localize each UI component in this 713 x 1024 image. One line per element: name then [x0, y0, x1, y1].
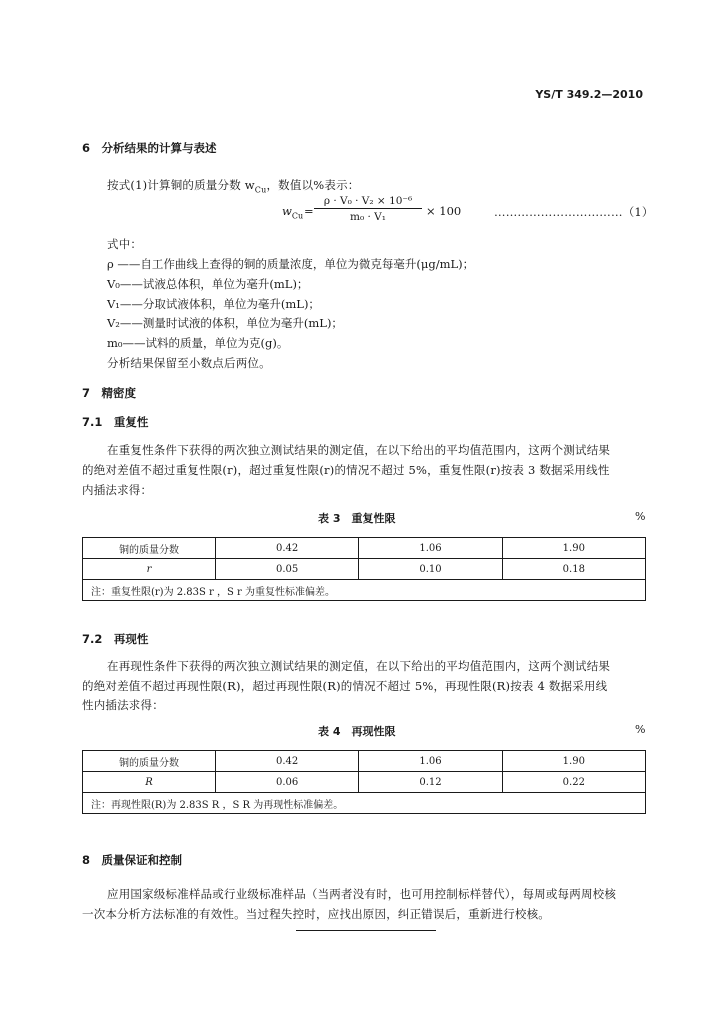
section-7-1-heading: 7.1 重复性: [82, 415, 149, 429]
variable-definition: V₀——试液总体积，单位为毫升(mL)；: [107, 277, 309, 291]
paragraph-line: 应用国家级标准样品或行业级标准样品（当两者没有时，也可用控制标样替代），每周或每两周校核: [107, 887, 617, 901]
paragraph-line: 的绝对差值不超过重复性限(r)，超过重复性限(r)的情况不超过 5%，重复性限(r)按表 3 数据采用线性: [82, 463, 610, 477]
table-cell: 1.06: [359, 751, 502, 772]
variable-definition: ρ ——自工作曲线上查得的铜的质量浓度，单位为微克每毫升(μg/mL)；: [107, 257, 475, 271]
section-8-heading: 8 质量保证和控制: [82, 853, 183, 867]
paragraph-line: 性内插法求得：: [82, 698, 164, 712]
table-row: [83, 538, 646, 559]
table-4-title: 表 4 再现性限: [318, 725, 396, 738]
calc-intro-subscript: Cu: [254, 185, 267, 195]
table-cell: 1.06: [359, 538, 502, 559]
table-cell: 1.90: [502, 538, 645, 559]
calc-intro-tail: ，数值以%表示：: [266, 178, 360, 192]
paragraph-line: 在重复性条件下获得的两次独立测试结果的测定值，在以下给出的平均值范围内，这两个测试结果: [107, 443, 611, 457]
variable-definition: m₀——试料的质量，单位为克(g)。: [107, 336, 289, 350]
table-4-unit: %: [635, 723, 646, 736]
table-cell: 0.22: [502, 772, 645, 793]
formula-denominator: m₀ · V₁: [350, 211, 386, 223]
variable-definition: V₁——分取试液体积，单位为毫升(mL)；: [107, 297, 320, 311]
table-3-unit: %: [635, 510, 646, 523]
table-3-title: 表 3 重复性限: [318, 512, 396, 525]
paragraph-line: 内插法求得：: [82, 483, 153, 497]
table-note-row: [83, 580, 646, 601]
table-cell: 0.10: [359, 559, 502, 580]
variable-definition: V₂——测量时试液的体积，单位为毫升(mL)；: [107, 316, 343, 330]
paragraph-line: 在再现性条件下获得的两次独立测试结果的测定值，在以下给出的平均值范围内，这两个测试结果: [107, 659, 611, 673]
table-cell: 1.90: [502, 751, 645, 772]
table-row: [83, 772, 646, 793]
table-cell: 0.12: [359, 772, 502, 793]
formula-lhs-subscript: Cu: [291, 211, 304, 221]
section-6-heading: 6 分析结果的计算与表述: [82, 141, 217, 155]
table-note: 注：重复性限(r)为 2.83S r ，S r 为重复性标准偏差。: [83, 580, 646, 601]
table-cell: 0.06: [216, 772, 359, 793]
table-cell: R: [83, 772, 216, 793]
paragraph-line: 的绝对差值不超过再现性限(R)，超过再现性限(R)的情况不超过 5%，再现性限(R)按表 4 数据采用线: [82, 679, 608, 693]
formula-fraction: [314, 195, 422, 223]
table-cell: 铜的质量分数: [83, 751, 216, 772]
document-id: YS/T 349.2—2010: [535, 88, 643, 101]
table-row: [83, 559, 646, 580]
formula-lhs-symbol: w: [282, 204, 292, 218]
table-3-repeatability: [82, 537, 646, 601]
table-cell: 铜的质量分数: [83, 538, 216, 559]
where-label: 式中：: [107, 237, 143, 251]
section-7-2-heading: 7.2 再现性: [82, 632, 149, 646]
table-note: 注：再现性限(R)为 2.83S R ，S R 为再现性标准偏差。: [83, 793, 646, 814]
table-cell: 0.18: [502, 559, 645, 580]
section-7-heading: 7 精密度: [82, 386, 137, 400]
formula-lhs: [282, 204, 303, 220]
calc-intro: [107, 177, 360, 194]
end-rule: [296, 930, 436, 931]
equation-number: ……………………………（1）: [494, 205, 654, 219]
formula-numerator: ρ · V₀ · V₂ × 10⁻⁶: [314, 195, 422, 209]
rounding-rule: 分析结果保留至小数点后两位。: [107, 356, 271, 370]
formula: [282, 195, 482, 231]
formula-equals: =: [304, 204, 314, 218]
table-cell: r: [83, 559, 216, 580]
table-cell: 0.05: [216, 559, 359, 580]
paragraph-line: 一次本分析方法标准的有效性。当过程失控时，应找出原因，纠正错误后，重新进行校核。: [82, 907, 550, 921]
table-cell: 0.42: [216, 751, 359, 772]
formula-multiplier: × 100: [426, 204, 462, 218]
table-cell: 0.42: [216, 538, 359, 559]
table-row: [83, 751, 646, 772]
calc-intro-text: 按式(1)计算铜的质量分数 w: [107, 178, 255, 192]
table-note-row: [83, 793, 646, 814]
table-4-reproducibility: [82, 750, 646, 814]
